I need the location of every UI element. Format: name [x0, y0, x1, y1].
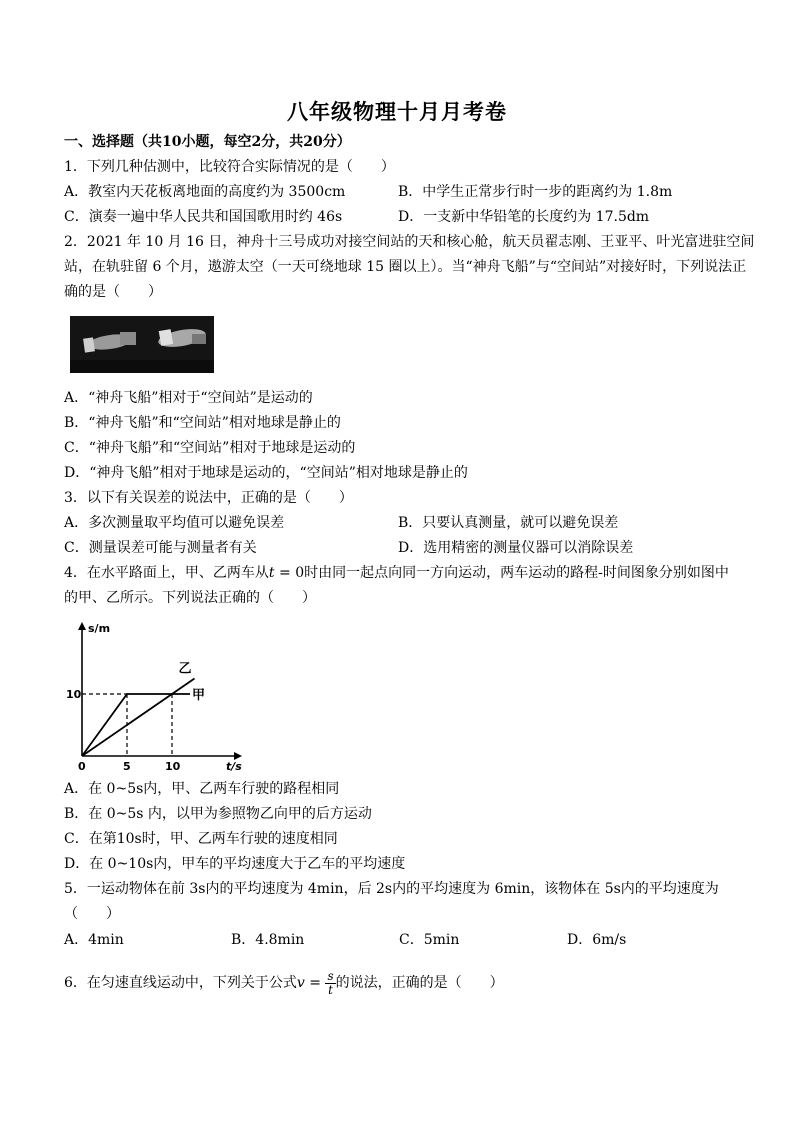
y-axis-label: s/m	[88, 622, 111, 635]
q2-stem-line2: 站，在轨驻留 6 个月，遨游太空（一天可绕地球 15 圈以上）。当“神舟飞船”与“空间站”对接好时，下列说法正	[64, 259, 747, 275]
series-line-jia	[82, 694, 190, 756]
q2-option-a: A．“神舟飞船”相对于“空间站”是运动的	[64, 390, 313, 406]
spacecraft-docking-photo	[70, 316, 214, 373]
x-axis-label: t/s	[226, 760, 242, 773]
q4-stem-line1: 4．在水平路面上，甲、乙两车从t = 0时由同一起点向同一方向运动，两车运动的路程-时间图象分别如图中	[64, 565, 729, 581]
q5-option-d: D．6m/s	[567, 932, 627, 948]
graph-axes	[78, 622, 242, 760]
series-label: 甲	[192, 688, 206, 703]
q5-option-c: C．5min	[399, 932, 460, 948]
q3-option-a: A．多次测量取平均值可以避免误差	[64, 515, 285, 531]
series-label: 乙	[178, 661, 192, 677]
q4-option-b: B．在 0~5s 内，以甲为参照物乙向甲的后方运动	[64, 806, 372, 822]
q6-stem: 6．在匀速直线运动中，下列关于公式v = $\frac{s}{t}$ 的说法，正确的是（ ）	[64, 968, 504, 997]
distance-time-graph	[66, 618, 246, 776]
x-axis-arrow	[234, 752, 242, 760]
q3-option-d: D．选用精密的测量仪器可以消除误差	[398, 540, 634, 556]
q1-option-a: A．教室内天花板离地面的高度约为 3500cm	[64, 184, 346, 200]
q1-option-b: B．中学生正常步行时一步的距离约为 1.8m	[398, 184, 673, 200]
q4-stem-line2: 的甲、乙所示。下列说法正确的（ ）	[64, 590, 316, 606]
x-tick-label: 10	[165, 760, 181, 773]
y-tick-label: 10	[66, 688, 82, 701]
q3-stem: 3．以下有关误差的说法中，正确的是（ ）	[64, 490, 353, 506]
q2-option-c: C．“神舟飞船”和“空间站”相对于地球是运动的	[64, 440, 356, 456]
q1-stem: 1．下列几种估测中，比较符合实际情况的是（ ）	[64, 159, 395, 175]
series-line-yi	[82, 679, 195, 757]
x-tick-label: 0	[78, 760, 86, 773]
q1-option-d: D．一支新中华铅笔的长度约为 17.5dm	[398, 209, 650, 225]
q5-stem-line1: 5．一运动物体在前 3s内的平均速度为 4min，后 2s内的平均速度为 6min，该物体在 5s内的平均速度为	[64, 881, 719, 897]
graph-labels	[66, 622, 242, 773]
q2-stem-line1: 2．2021 年 10 月 16 日，神舟十三号成功对接空间站的天和核心舱，航天员翟志刚、王亚平、叶光富进驻空间	[64, 234, 755, 250]
q3-option-c: C．测量误差可能与测量者有关	[64, 540, 257, 556]
q2-option-d: D．“神舟飞船”相对于地球是运动的，“空间站”相对地球是静止的	[64, 465, 468, 481]
section-heading: 一、选择题（共10小题，每空2分，共20分）	[64, 134, 351, 150]
page-title: 八年级物理十月月考卷	[287, 99, 507, 124]
q4-option-c: C．在第10s时，甲、乙两车行驶的速度相同	[64, 831, 338, 847]
y-axis-arrow	[78, 622, 86, 630]
q2-option-b: B．“神舟飞船”和“空间站”相对地球是静止的	[64, 415, 341, 431]
q5-stem-line2: （ ）	[64, 906, 120, 922]
q4-option-a: A．在 0~5s内，甲、乙两车行驶的路程相同	[64, 781, 340, 797]
q5-option-b: B．4.8min	[231, 932, 305, 948]
q3-option-b: B．只要认真测量，就可以避免误差	[398, 515, 619, 531]
q2-stem-line3: 确的是（ ）	[64, 284, 162, 300]
graph-series	[82, 679, 195, 757]
q4-option-d: D．在 0~10s内，甲车的平均速度大于乙车的平均速度	[64, 856, 406, 872]
formula-fraction: $\frac{s}{t}$	[327, 968, 334, 997]
q5-option-a: A．4min	[64, 932, 124, 948]
q1-option-c: C．演奏一遍中华人民共和国国歌用时约 46s	[64, 209, 343, 225]
x-tick-label: 5	[123, 760, 131, 773]
